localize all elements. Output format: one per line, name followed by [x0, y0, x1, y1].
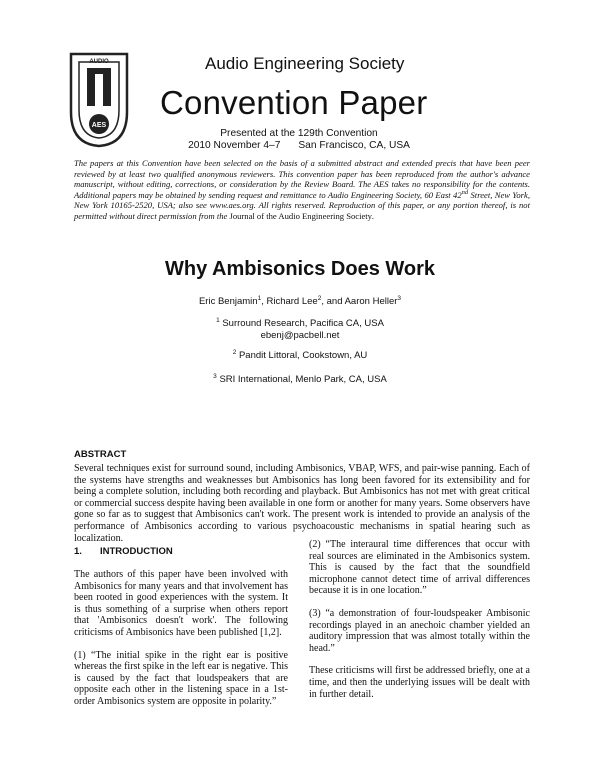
paragraph: (1) “The initial spike in the right ear is positive whereas the first spike in the left ear is negative. This is caused by the fact that loudspeakers that are opposite each other in the listening space in a 1st-order Ambisonics system are opposite in polarity.”: [74, 649, 288, 707]
section-title: INTRODUCTION: [99, 546, 173, 557]
affiliation-3: $^3$ SRI International, Menlo Park, CA, USA: [213, 372, 387, 385]
affiliation-1: $^1$ Surround Research, Pacifica CA, USA ebenj@pacbell.net: [0, 318, 600, 342]
document-type-title: Convention Paper: [160, 84, 428, 121]
paragraph: (3) “a demonstration of four-loudspeaker Ambisonic recordings played in an anechoic chamber yielded an auditory impression that was almost totally within the head.”: [309, 607, 530, 654]
abstract-body: Several techniques exist for surround sound, including Ambisonics, VBAP, WFS, and pair-wise panning. Each of the systems have strengths and weaknesses but Ambisonics has long been favored for its extensibility and for being a complete solution, including both recording and playback. But Ambisonics has not met with great critical or commercial success despite having been available in one form or another for many years. Some observers have gone so far as to suggest that Ambisonics can't work. The present work is intended to provide an analysis of the performance of Ambisonics according to various psychoacoustic mechanisms in spatial hearing such as localization.: [74, 463, 530, 544]
date-location-line: [160, 140, 438, 152]
disclaimer: The papers at this Convention have been selected on the basis of a submitted abstract and extended precis that have been peer reviewed by at least two qualified anonymous reviewers. This convention paper has been reproduced from the author's advance manuscript, without editing, corrections, or consideration by the Review Board. The AES takes no responsibility for the contents. Additional papers may be obtained by sending request and remittance to Audio Engineering Society, 60 East 42nd Street, New York, New York 10165-2520, USA; also see www.aes.org. All rights reserved. Reproduction of this paper, or any portion thereof, is not permitted without direct permission from the Journal of the Audio Engineering Society.: [74, 158, 530, 221]
author-list: Eric Benjamin$^1$, Richard Lee$^2$, and Aaron Heller$^3$: [198, 294, 402, 307]
section-number: 1.: [74, 546, 82, 557]
author-name: Richard Lee: [266, 296, 318, 307]
paragraph: (2) “The interaural time differences that occur with real sources are eliminated in the Ambisonics system. This is caused by the fact that the soundfield microphone cannot detect time of arrival differences because it is in one location.”: [309, 539, 530, 597]
aes-logo: [67, 52, 131, 148]
aes-logo-emblem: [67, 52, 131, 148]
author-name: Eric Benjamin: [198, 296, 258, 307]
presented-line: Presented at the 129th Convention: [220, 128, 378, 139]
svg-text:AUDIO: AUDIO: [89, 59, 109, 65]
paragraph: These criticisms will first be addressed briefly, one at a time, and then the underlying issues will be dealt with in further detail.: [309, 665, 530, 700]
society-name: Audio Engineering Society: [205, 54, 405, 73]
convention-info: [160, 128, 438, 152]
paragraph: The authors of this paper have been involved with Ambisonics for many years and that involvement has been rooted in good experiences with the system. It is thus something of a surprise when others report that 'Ambisonics doesn't work'. The following criticisms of Ambisonics have been published [1,2].: [74, 569, 288, 638]
paper-title: Why Ambisonics Does Work: [164, 258, 436, 280]
author-email[interactable]: ebenj@pacbell.net: [260, 330, 340, 341]
author-name: Aaron Heller: [344, 296, 398, 307]
convention-location: San Francisco, CA, USA: [298, 140, 410, 151]
journal-name: Journal of the Audio Engineering Society: [229, 210, 372, 221]
convention-date: 2010 November 4–7: [188, 140, 281, 151]
left-column: [74, 569, 288, 719]
section-heading: [74, 546, 173, 557]
right-column: [309, 539, 530, 711]
svg-text:AES: AES: [91, 122, 107, 129]
affiliation-2: $^2$ Pandit Littoral, Cookstown, AU: [232, 348, 368, 361]
abstract-heading: ABSTRACT: [74, 449, 127, 460]
